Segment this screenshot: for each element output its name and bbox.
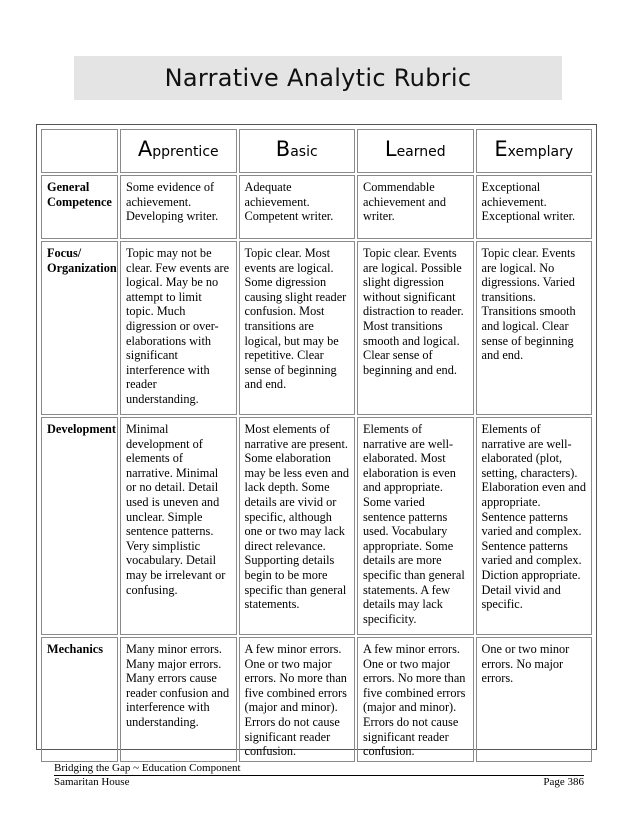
- criterion-development: Development: [41, 417, 118, 635]
- title-banner: [74, 56, 562, 100]
- table-row: [41, 417, 592, 635]
- level-header-apprentice: Apprentice: [120, 129, 237, 173]
- rubric-cell: Exceptional achievement. Exceptional writer.: [476, 175, 593, 239]
- rubric-cell: Topic clear. Most events are logical. Some digression causing slight reader confusion. Most transitions are logical, but may be repetitive. Clear sense of beginning and end.: [239, 241, 356, 415]
- rubric-cell: Many minor errors. Many major errors. Many errors cause reader confusion and interference with understanding.: [120, 637, 237, 762]
- page-footer: [54, 762, 584, 789]
- level-header-learned: Learned: [357, 129, 474, 173]
- rubric-cell: Some evidence of achievement. Developing writer.: [120, 175, 237, 239]
- rubric-cell: Commendable achievement and writer.: [357, 175, 474, 239]
- rubric-cell: A few minor errors. One or two major errors. No more than five combined errors (major and minor). Errors do not cause significant reader confusion.: [357, 637, 474, 762]
- footer-row: [54, 776, 584, 789]
- rubric-table: [39, 127, 594, 764]
- footer-organization: Samaritan House: [54, 776, 130, 788]
- level-header-exemplary: Exemplary: [476, 129, 593, 173]
- page-title: Narrative Analytic Rubric: [164, 64, 472, 92]
- rubric-cell: Adequate achievement. Competent writer.: [239, 175, 356, 239]
- rubric-cell: Topic clear. Events are logical. Possible slight digression without significant distraction to reader. Most transitions smooth and logical. Clear sense of beginning and end.: [357, 241, 474, 415]
- criterion-mechanics: Mechanics: [41, 637, 118, 762]
- table-row: [41, 637, 592, 762]
- table-row: [41, 241, 592, 415]
- criterion-focus-organization: Focus/ Organization: [41, 241, 118, 415]
- table-row: [41, 175, 592, 239]
- rubric-cell: A few minor errors. One or two major errors. No more than five combined errors (major and minor). Errors do not cause significant reader confusion.: [239, 637, 356, 762]
- rubric-cell: Topic may not be clear. Few events are logical. May be no attempt to limit topic. Much digression or over-elaborations with significant interference with reader understanding.: [120, 241, 237, 415]
- rubric-table-frame: [36, 124, 597, 759]
- footer-line-1: Bridging the Gap ~ Education Component: [54, 762, 241, 774]
- header-row: [41, 129, 592, 173]
- rubric-cell: Topic clear. Events are logical. No digressions. Varied transitions. Transitions smooth and logical. Clear sense of beginning and end.: [476, 241, 593, 415]
- criterion-header-cell: [41, 129, 118, 173]
- rubric-cell: One or two minor errors. No major errors.: [476, 637, 593, 762]
- rubric-cell: Most elements of narrative are present. Some elaboration may be less even and lack depth. Some details are vivid or specific, although one or two may lack direct relevance. Supporting details begin to be more specific than general statements.: [239, 417, 356, 635]
- rubric-cell: Elements of narrative are well-elaborated. Most elaboration is even and appropriate. Some varied sentence patterns used. Vocabulary appropriate. Some details are more specific than general statements. A few details may lack specificity.: [357, 417, 474, 635]
- rubric-cell: Elements of narrative are well-elaborated (plot, setting, characters). Elaboration even and appropriate. Sentence patterns varied and complex. Sentence patterns varied and complex. Diction appropriate. Detail vivid and specific.: [476, 417, 593, 635]
- criterion-general-competence: General Competence: [41, 175, 118, 239]
- level-header-basic: Basic: [239, 129, 356, 173]
- page-number: Page 386: [543, 776, 584, 788]
- rubric-cell: Minimal development of elements of narrative. Minimal or no detail. Detail used is uneven and unclear. Simple sentence patterns. Very simplistic vocabulary. Detail may be irrelevant or confusing.: [120, 417, 237, 635]
